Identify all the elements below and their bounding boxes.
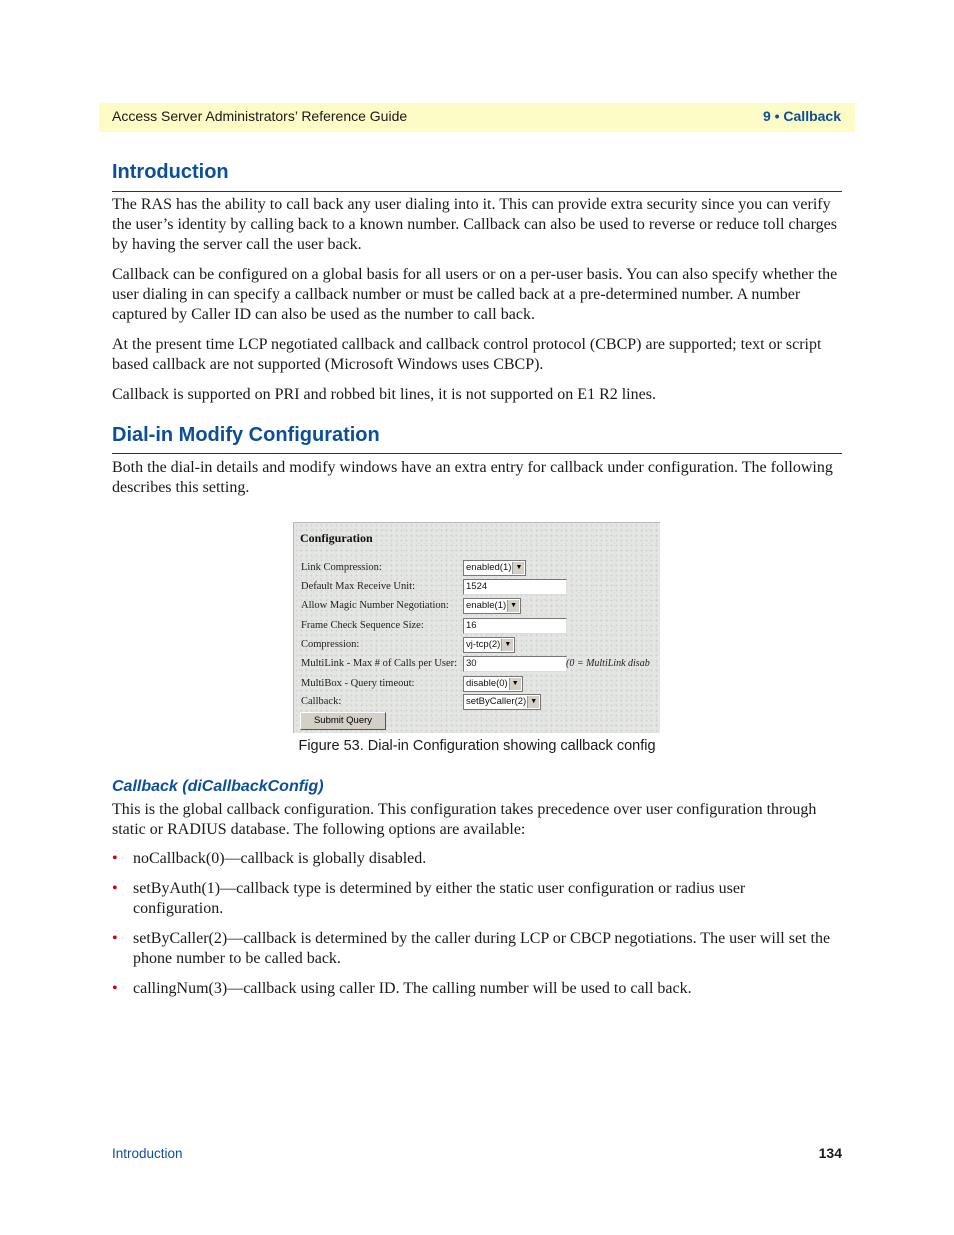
bullet-icon: • <box>112 930 118 947</box>
configuration-title: Configuration <box>300 531 373 545</box>
multibox-select[interactable]: disable(0) ▼ <box>463 676 523 692</box>
field-compression <box>294 637 660 655</box>
field-label: Allow Magic Number Negotiation: <box>301 600 449 611</box>
dropdown-arrow-icon: ▼ <box>507 600 519 612</box>
figure-caption: Figure 53. Dial-in Configuration showing callback config <box>298 738 656 754</box>
field-label: Compression: <box>301 639 360 650</box>
document-title: Access Server Administrators’ Reference Guide <box>112 108 408 124</box>
magic-number-select[interactable]: enable(1) ▼ <box>463 598 521 614</box>
running-header <box>99 103 855 132</box>
introduction-rule <box>112 191 842 192</box>
link-compression-select[interactable]: enabled(1) ▼ <box>463 560 526 576</box>
field-magic-number <box>294 598 660 616</box>
frame-check-input[interactable]: 16 <box>463 618 567 634</box>
bullet-icon: • <box>112 980 118 997</box>
max-receive-unit-input[interactable]: 1524 <box>463 579 567 595</box>
chapter-label: 9 • Callback <box>762 108 841 124</box>
intro-paragraph-4: Callback is supported on PRI and robbed bit lines, it is not supported on E1 R2 lines. <box>112 386 656 403</box>
bullet-icon: • <box>112 880 118 897</box>
field-label: Link Compression: <box>301 562 382 573</box>
field-label: Callback: <box>301 696 342 707</box>
dialin-rule <box>112 453 842 454</box>
dropdown-arrow-icon: ▼ <box>512 562 524 574</box>
dropdown-arrow-icon: ▼ <box>509 678 521 690</box>
introduction-heading: Introduction <box>112 161 229 183</box>
compression-select[interactable]: vj-tcp(2) ▼ <box>463 637 515 653</box>
dropdown-arrow-icon: ▼ <box>501 639 513 651</box>
callback-select[interactable]: setByCaller(2) ▼ <box>463 694 541 710</box>
field-callback <box>294 694 660 712</box>
callback-paragraph: This is the global callback configuration. This configuration takes precedence over user configuration through static or RADIUS database. The following options are available: <box>112 801 817 838</box>
field-label: MultiBox - Query timeout: <box>301 678 415 689</box>
page-number: 134 <box>818 1145 842 1161</box>
multilink-note: (0 = MultiLink disab <box>566 658 650 669</box>
dialin-heading: Dial-in Modify Configuration <box>112 424 380 446</box>
field-link-compression <box>294 560 660 578</box>
intro-paragraph-2: Callback can be configured on a global basis for all users or on a per-user basis. You can also specify whether the user dialing in can specify a callback number or must be called back at a pre-determined number. A number captured by Caller ID can also be used as the number to call back. <box>112 266 838 323</box>
footer-section: Introduction <box>112 1146 183 1161</box>
dialin-paragraph: Both the dial-in details and modify windows have an extra entry for callback under configuration. The following describes this setting. <box>112 459 833 496</box>
configuration-screenshot <box>293 522 660 733</box>
field-multilink <box>294 656 660 674</box>
intro-paragraph-3: At the present time LCP negotiated callback and callback control protocol (CBCP) are supported; text or script based callback are not supported (Microsoft Windows uses CBCP). <box>112 336 822 373</box>
dropdown-arrow-icon: ▼ <box>527 696 539 708</box>
field-multibox <box>294 676 660 694</box>
field-max-receive-unit <box>294 579 660 597</box>
intro-paragraph-1: The RAS has the ability to call back any user dialing into it. This can provide extra security since you can verify the user’s identity by calling back to a known number. Callback can also be used to reverse or reduce toll charges by having the server call the user back. <box>112 196 837 253</box>
field-frame-check <box>294 618 660 636</box>
callback-heading: Callback (diCallbackConfig) <box>112 778 324 795</box>
multilink-input[interactable]: 30 <box>463 656 567 672</box>
field-label: Frame Check Sequence Size: <box>301 620 424 631</box>
field-label: Default Max Receive Unit: <box>301 581 416 592</box>
bullet-icon: • <box>112 850 118 867</box>
submit-query-button[interactable]: Submit Query <box>300 712 386 730</box>
field-label: MultiLink - Max # of Calls per User: <box>301 658 458 669</box>
